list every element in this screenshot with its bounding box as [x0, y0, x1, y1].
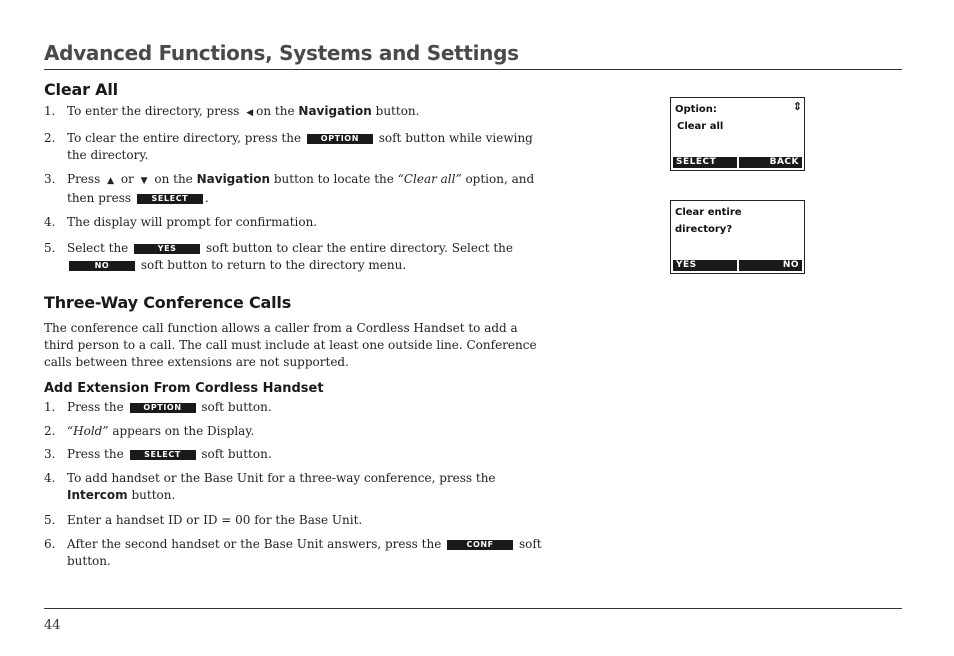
lcd-softkey-bar	[673, 157, 802, 168]
step-text: soft button to return to the directory menu.	[140, 258, 407, 272]
lcd-line-2: directory?	[675, 224, 733, 235]
page-number: 44	[44, 618, 61, 633]
clear-all-heading: Clear All	[44, 80, 118, 99]
step-number: 1.	[44, 104, 56, 118]
step-number: 2.	[44, 424, 56, 438]
step-number: 6.	[44, 537, 56, 551]
conf-key: CONF	[447, 540, 513, 550]
header-rule	[44, 69, 902, 70]
lcd-softkey-left: SELECT	[673, 157, 737, 168]
no-key: NO	[69, 261, 135, 271]
step-text: button.	[131, 488, 176, 502]
up-down-scroll-icon: ⇕	[792, 100, 802, 113]
page-title: Advanced Functions, Systems and Settings	[44, 41, 519, 65]
lcd-softkey-right: BACK	[739, 157, 803, 168]
step-text: soft button while viewing the directory.	[67, 131, 533, 162]
list-item	[44, 130, 544, 164]
step-number: 5.	[44, 241, 56, 255]
option-key: OPTION	[130, 403, 196, 413]
step-number: 5.	[44, 513, 56, 527]
left-arrow-icon: ◀	[246, 108, 254, 118]
step-text: button to locate the	[273, 172, 394, 186]
clear-all-steps	[44, 103, 544, 274]
yes-key: YES	[134, 244, 200, 254]
step-text: To clear the entire directory, press the	[67, 131, 302, 145]
up-arrow-icon: ▲	[107, 176, 114, 186]
clear-all-section	[44, 80, 544, 274]
step-text: option, and then press	[67, 172, 535, 205]
step-text: soft button to clear the entire directory. Select the	[205, 241, 514, 255]
option-name: “Clear all”	[397, 172, 462, 186]
lcd-display-confirm	[670, 200, 805, 274]
step-text: .	[204, 191, 209, 205]
option-key: OPTION	[307, 134, 373, 144]
conference-subheading: Add Extension From Cordless Handset	[44, 381, 324, 396]
step-text: Enter a handset ID or ID = 00 for the Base Unit.	[67, 513, 363, 527]
step-number: 3.	[44, 447, 56, 461]
conference-steps	[44, 399, 544, 570]
step-text: button.	[375, 104, 420, 118]
step-text: on the	[256, 104, 295, 118]
conference-intro: The conference call function allows a caller from a Cordless Handset to add a third person to a call. The call must include at least one outside line. Conference calls between three extensions are not supported.	[44, 321, 537, 369]
list-item	[44, 171, 544, 207]
select-key: SELECT	[137, 194, 203, 204]
footer-rule	[44, 608, 902, 609]
list-item	[44, 399, 544, 416]
step-text: To add handset or the Base Unit for a three-way conference, press the	[67, 471, 496, 485]
lcd-line-1: Clear entire	[675, 207, 742, 218]
step-text: Select the	[67, 241, 129, 255]
hold-text: “Hold”	[67, 424, 109, 438]
conference-heading: Three-Way Conference Calls	[44, 293, 292, 312]
lcd-display-option	[670, 97, 805, 171]
step-text: on the	[154, 172, 193, 186]
lcd-softkey-left: YES	[673, 260, 737, 271]
step-number: 1.	[44, 400, 56, 414]
step-number: 4.	[44, 215, 56, 229]
list-item	[44, 240, 544, 274]
lcd-softkey-bar	[673, 260, 802, 271]
intercom-label: Intercom	[67, 488, 128, 502]
list-item	[44, 536, 544, 570]
step-text: Press the	[67, 400, 124, 414]
list-item	[44, 512, 544, 529]
step-text: appears on the Display.	[112, 424, 255, 438]
list-item	[44, 446, 544, 463]
step-text: After the second handset or the Base Unit answers, press the	[67, 537, 442, 551]
step-number: 4.	[44, 471, 56, 485]
step-text: soft button.	[201, 400, 272, 414]
step-text: To enter the directory, press	[67, 104, 240, 118]
navigation-label: Navigation	[298, 104, 372, 118]
list-item	[44, 103, 544, 122]
step-number: 3.	[44, 172, 56, 186]
conference-section	[44, 293, 544, 570]
select-key: SELECT	[130, 450, 196, 460]
down-arrow-icon: ▼	[140, 176, 148, 186]
navigation-label: Navigation	[196, 172, 271, 186]
step-text: or	[120, 172, 134, 186]
step-number: 2.	[44, 131, 56, 145]
step-text: Press	[67, 172, 101, 186]
list-item	[44, 214, 544, 231]
step-text: soft button.	[67, 537, 542, 568]
list-item	[44, 470, 544, 504]
lcd-line-1: Option:	[675, 104, 717, 115]
list-item	[44, 423, 544, 440]
step-text: soft button.	[201, 447, 272, 461]
step-text: The display will prompt for confirmation.	[67, 215, 318, 229]
lcd-softkey-right: NO	[739, 260, 803, 271]
lcd-line-2: Clear all	[677, 121, 724, 132]
step-text: Press the	[67, 447, 124, 461]
